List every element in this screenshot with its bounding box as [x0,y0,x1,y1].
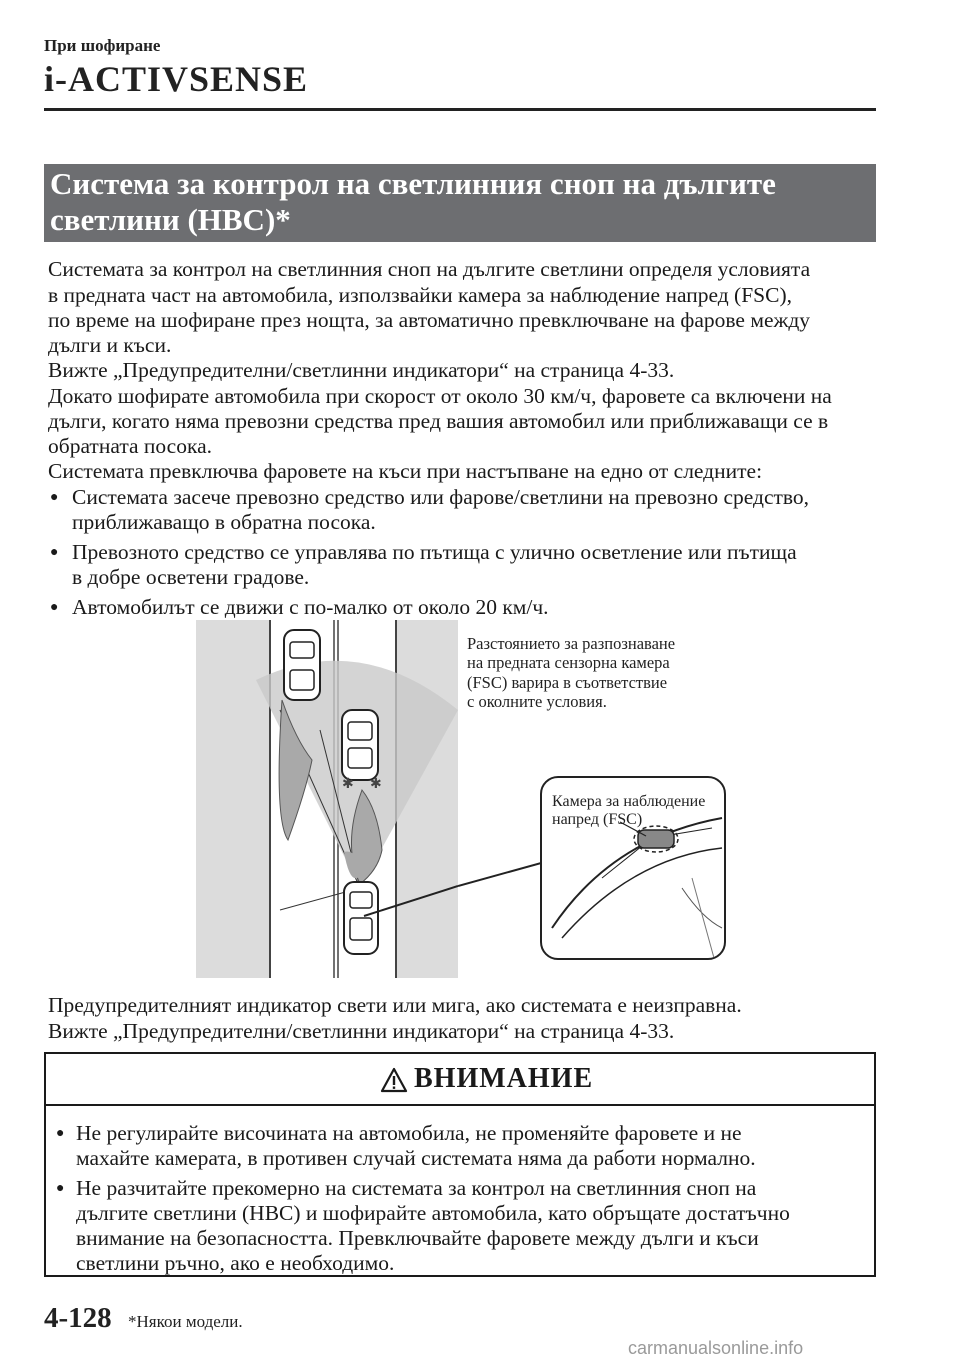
bullet-icon: ● [50,600,59,615]
svg-text:✱: ✱ [370,777,382,792]
bullet-text: Автомобилът се движи с по-малко от около 20 км/ч. [72,595,549,619]
bullet-icon: ● [50,490,59,505]
camera-icon [638,830,674,848]
caution-header [46,1054,874,1106]
watermark: carmanualsonline.info [628,1338,804,1358]
caution-text: махайте камерата, в противен случай системата няма да работи нормално. [76,1146,756,1170]
bullet-icon: ● [50,545,59,560]
page-number: 4-128 [44,1302,112,1334]
caution-text: внимание на безопасността. Превключвайте фаровете между дълги и къси [76,1226,759,1250]
bullet-text: в добре осветени градове. [72,565,310,589]
range-note-line: Разстоянието за разпознаване [467,634,676,653]
section-label: При шофиране [44,36,161,55]
camera-label-line: напред (FSC) [552,811,643,828]
range-note-line: на предната сензорна камера [467,653,670,672]
caution-box [44,1052,876,1277]
caution-text: Не разчитайте прекомерно на системата за контрол на светлинния сноп на [76,1176,757,1200]
page-reference: Вижте „Предупредителни/светлинни индикатори“ на страница 4-33. [48,1019,675,1043]
footnote: *Някои модели. [128,1312,243,1331]
road-diagram [196,620,458,978]
windshield-drawing [542,778,724,958]
section-title-line-1: Система за контрол на светлинния сноп на дългите [50,166,776,201]
bullet-text: Системата засече превозно средство или фарове/светлини на превозно средство, [72,485,810,509]
section-title-line-2: светлини (HBC)* [50,202,291,237]
malfunction-note: Предупредителният индикатор свети или мига, ако системата е неизправна. [48,993,742,1017]
camera-label-line: Камера за наблюдение [552,793,706,810]
caution-title: ВНИМАНИЕ [414,1063,594,1094]
bullet-text: приближаващо в обратна посока. [72,510,376,534]
warning-triangle-icon [380,1067,408,1093]
intro-line: Системата за контрол на светлинния сноп на дългите светлини определя условията [48,257,811,281]
bullet-text: Превозното средство се управлява по пътища с улично осветление или пътища [72,540,797,564]
caution-text: дългите светлини (HBC) и шофирайте автомобила, като обръщате достатъчно [76,1201,790,1225]
chapter-title: i-ACTIVSENSE [44,59,309,99]
intro-line: в предната част на автомобила, използвайки камера за наблюдение напред (FSC), [48,283,793,307]
road-illustration [196,620,458,978]
caution-text: Не регулирайте височината на автомобила, не променяйте фаровете и не [76,1121,742,1145]
caution-text: светлини ръчно, ако е необходимо. [76,1251,395,1275]
intro-line: по време на шофиране през нощта, за автоматично превключване на фарове между [48,308,811,332]
section-title-band [44,164,876,242]
bullet-icon: ● [56,1181,65,1196]
range-note-line: (FSC) варира в съответствие [467,673,668,692]
header-rule [44,108,876,111]
camera-inset [540,776,726,960]
intro-line: Докато шофирате автомобила при скорост от около 30 км/ч, фаровете са включени на [48,384,832,408]
page-reference: Вижте „Предупредителни/светлинни индикатори“ на страница 4-33. [48,358,675,382]
intro-line: дълги, когато няма превозни средства пред вашия автомобил или приближаващи се в [48,409,829,433]
bullet-icon: ● [56,1126,65,1141]
intro-line: дълги и къси. [48,333,172,357]
intro-line: Системата превключва фаровете на къси при настъпване на едно от следните: [48,459,763,483]
svg-text:✱: ✱ [342,777,354,792]
intro-line: обратната посока. [48,434,213,458]
range-note-line: с околните условия. [467,692,607,711]
